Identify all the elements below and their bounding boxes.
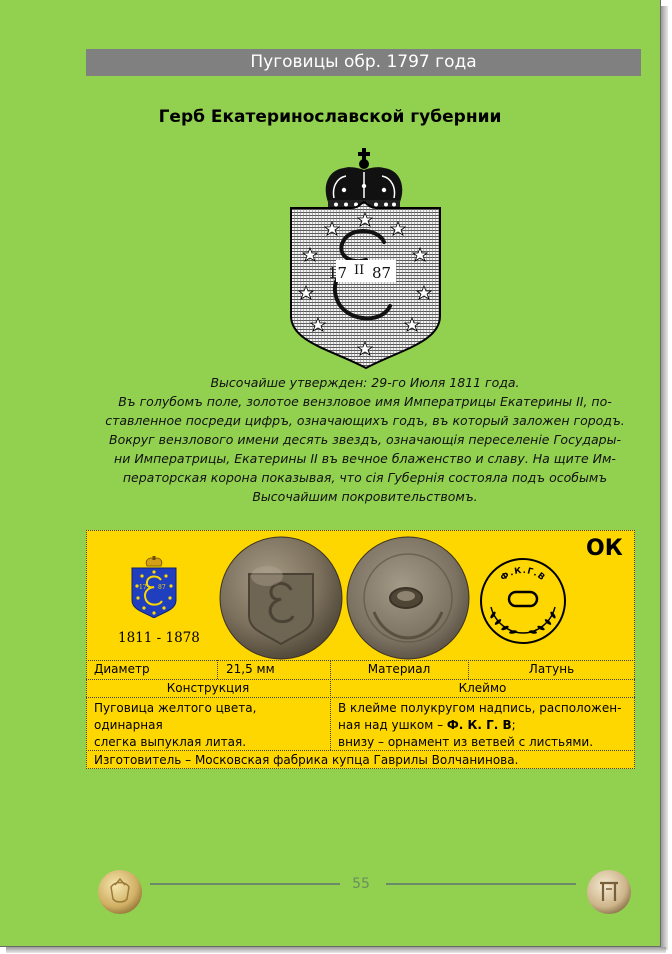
material-label: Материал <box>367 662 431 676</box>
construction-text: Пуговица желтого цвета, одинарная слегка выпуклая литая. <box>94 701 257 749</box>
page-shadow-bottom <box>6 947 666 953</box>
table-divider <box>217 660 218 679</box>
svg-text:Ф.К.Г.В: Ф.К.Г.В <box>498 565 548 584</box>
table-divider <box>86 660 635 661</box>
construction-header: Конструкция <box>166 681 250 695</box>
svg-text:87: 87 <box>158 584 166 591</box>
page-shadow-right <box>661 6 668 950</box>
description-line: Высочайше утвержден: 29-го Июля 1811 года. <box>210 375 520 390</box>
description-line: Высочайшим покровительствомъ. <box>252 489 478 504</box>
coat-of-arms-title: Герб Екатеринославской губернии <box>158 107 502 127</box>
description-line: ставленное посреди цифръ, означающихъ годъ, въ который заложен городъ. <box>105 413 625 428</box>
hallmark-text: В клейме полукругом надпись, расположен- ная над ушком – Ф. К. Г. В; внизу – орнамент из ветвей с листьями. <box>338 701 622 749</box>
diameter-value: 21,5 мм <box>226 662 275 676</box>
table-divider <box>86 679 635 680</box>
footer-button-right-icon <box>586 869 632 915</box>
section-header: Пуговицы обр. 1797 года <box>86 49 641 76</box>
description-line: Въ голубомъ поле, золотое вензловое имя Императрицы Екатерины II, по- <box>118 394 612 409</box>
material-value: Латунь <box>528 662 575 676</box>
mini-coat-of-arms-icon <box>130 556 178 618</box>
description-line: Вокруг вензлового имени десять звездъ, означающія переселеніе Государы- <box>109 432 621 447</box>
footer-button-left-icon <box>97 869 143 915</box>
description-line: ператорская корона показывая, что сія Губернія состояла подъ особымъ <box>122 470 608 485</box>
years-range: 1811 - 1878 <box>118 630 200 646</box>
footer-rule-right <box>386 883 576 885</box>
ok-badge: ОК <box>586 536 623 561</box>
page-number: 55 <box>352 876 370 892</box>
svg-text:II: II <box>354 263 365 278</box>
svg-text:17: 17 <box>139 584 147 591</box>
hallmark-drawing <box>479 557 567 645</box>
svg-text:17: 17 <box>328 264 348 282</box>
maker-text: Изготовитель – Московская фабрика купца Гаврилы Волчанинова. <box>94 753 519 767</box>
footer-rule-left <box>150 883 340 885</box>
button-front-photo <box>219 536 343 660</box>
coat-of-arms-image <box>288 146 443 370</box>
table-divider <box>86 697 635 698</box>
svg-text:87: 87 <box>372 264 392 282</box>
description-line: ни Императрицы, Екатерины II въ вечное блаженство и славу. На щите Им- <box>114 451 616 466</box>
diameter-label: Диаметр <box>94 662 150 676</box>
crown-icon <box>326 148 403 209</box>
hallmark-header: Клеймо <box>458 681 507 695</box>
coat-description <box>95 373 635 506</box>
button-back-photo <box>346 536 470 660</box>
